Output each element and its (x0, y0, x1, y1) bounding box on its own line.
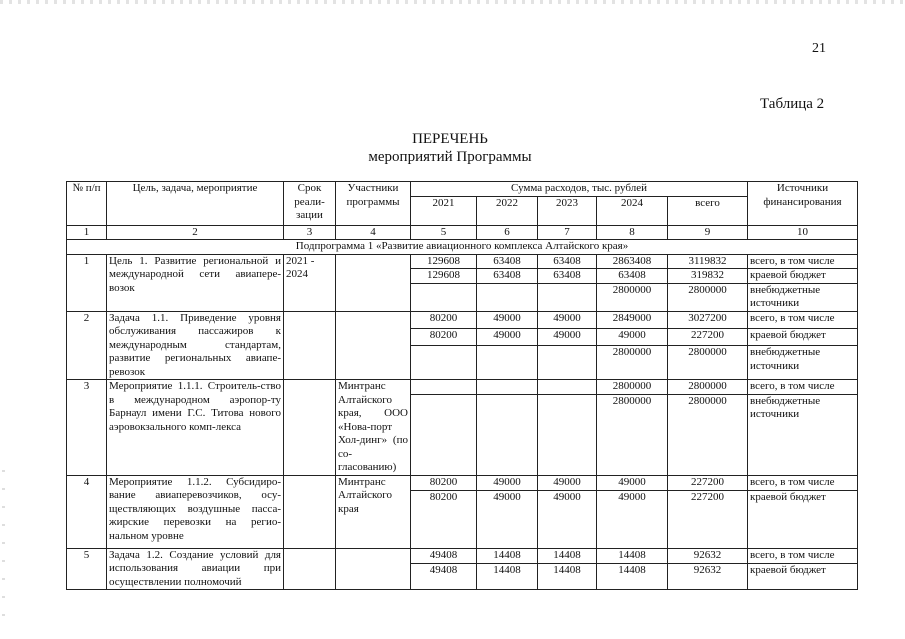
header-term: Срок реали-зации (284, 182, 336, 226)
col-number: 10 (748, 225, 858, 240)
col-number: 2 (107, 225, 284, 240)
table-row (67, 380, 858, 395)
col-number: 9 (668, 225, 748, 240)
table-row (67, 254, 858, 269)
row-term (284, 548, 336, 590)
row-term (284, 475, 336, 548)
amount-2022: 63408 (477, 254, 538, 269)
amount-total: 92632 (668, 548, 748, 564)
subprogram-row (67, 240, 858, 255)
row-description: Задача 1.1. Приведение уровня обслуживания пассажиров к международным стандартам, развитие региональных авиапе-ревозок (107, 311, 284, 380)
amount-2021 (411, 394, 477, 475)
amount-total: 3119832 (668, 254, 748, 269)
amount-2024: 14408 (597, 564, 668, 590)
amount-2022: 49000 (477, 311, 538, 328)
col-number: 3 (284, 225, 336, 240)
funding-source: внебюджетные источники (748, 283, 858, 311)
amount-2021: 80200 (411, 475, 477, 490)
header-2024: 2024 (597, 196, 668, 225)
row-description: Мероприятие 1.1.1. Строитель-ство в международном аэропор-ту Барнаул имени Г.С. Титова нового аэровокзального комп-лекса (107, 380, 284, 476)
col-number: 7 (538, 225, 597, 240)
amount-2023: 49000 (538, 490, 597, 548)
amount-2023: 14408 (538, 548, 597, 564)
amount-2022 (477, 380, 538, 395)
row-term (284, 311, 336, 380)
table-row (67, 311, 858, 328)
amount-2022: 49000 (477, 490, 538, 548)
amount-2024: 63408 (597, 269, 668, 284)
amount-2021 (411, 380, 477, 395)
col-number: 5 (411, 225, 477, 240)
amount-2021: 129608 (411, 254, 477, 269)
amount-2024: 2863408 (597, 254, 668, 269)
row-description: Цель 1. Развитие региональной и международной сети авиапере-возок (107, 254, 284, 311)
col-number: 4 (336, 225, 411, 240)
table-label: Таблица 2 (760, 96, 825, 112)
row-term (284, 380, 336, 476)
amount-2023: 49000 (538, 475, 597, 490)
funding-source: краевой бюджет (748, 269, 858, 284)
amount-2022: 63408 (477, 269, 538, 284)
header-2021: 2021 (411, 196, 477, 225)
amount-total: 2800000 (668, 283, 748, 311)
table-row (67, 548, 858, 564)
funding-source: всего, в том числе (748, 311, 858, 328)
funding-source: всего, в том числе (748, 548, 858, 564)
row-number: 1 (67, 254, 107, 311)
amount-2023: 49000 (538, 311, 597, 328)
amount-2023 (538, 380, 597, 395)
header-participants: Участники программы (336, 182, 411, 226)
funding-source: краевой бюджет (748, 328, 858, 345)
amount-2021: 80200 (411, 328, 477, 345)
amount-2024: 49000 (597, 328, 668, 345)
amount-2023: 49000 (538, 328, 597, 345)
funding-source: внебюджетные источники (748, 346, 858, 380)
amount-total: 92632 (668, 564, 748, 590)
amount-total: 2800000 (668, 346, 748, 380)
funding-source: внебюджетные источники (748, 394, 858, 475)
amount-total: 227200 (668, 490, 748, 548)
amount-2023 (538, 394, 597, 475)
amount-2022 (477, 394, 538, 475)
row-participants (336, 254, 411, 311)
header-2022: 2022 (477, 196, 538, 225)
amount-2024: 2800000 (597, 283, 668, 311)
column-number-row (67, 225, 858, 240)
table-body (67, 182, 858, 590)
header-row-1 (67, 182, 858, 197)
amount-2022: 49000 (477, 475, 538, 490)
amount-2021: 80200 (411, 311, 477, 328)
funding-source: всего, в том числе (748, 475, 858, 490)
funding-source: всего, в том числе (748, 254, 858, 269)
col-number: 8 (597, 225, 668, 240)
header-num: № п/п (67, 182, 107, 226)
row-term: 2021 - 2024 (284, 254, 336, 311)
row-participants: Минтранс Алтайского края (336, 475, 411, 548)
amount-2024: 2800000 (597, 346, 668, 380)
title-line-1: ПЕРЕЧЕНЬ (412, 131, 488, 147)
amount-2024: 49000 (597, 490, 668, 548)
amount-2023 (538, 283, 597, 311)
row-number: 4 (67, 475, 107, 548)
amount-total: 319832 (668, 269, 748, 284)
table-row (67, 475, 858, 490)
amount-2021: 49408 (411, 564, 477, 590)
amount-total: 3027200 (668, 311, 748, 328)
amount-2021: 49408 (411, 548, 477, 564)
amount-2021 (411, 346, 477, 380)
subprogram-title: Подпрограмма 1 «Развитие авиационного комплекса Алтайского края» (67, 240, 858, 255)
row-participants (336, 548, 411, 590)
amount-total: 2800000 (668, 380, 748, 395)
row-participants (336, 311, 411, 380)
header-goal: Цель, задача, мероприятие (107, 182, 284, 226)
row-number: 3 (67, 380, 107, 476)
amount-2024: 2800000 (597, 394, 668, 475)
title-line-2: мероприятий Программы (368, 149, 532, 165)
row-number: 5 (67, 548, 107, 590)
amount-2023: 63408 (538, 269, 597, 284)
row-description: Задача 1.2. Создание условий для использования авиации при осуществлении полномочий (107, 548, 284, 590)
amount-2021 (411, 283, 477, 311)
amount-2021: 129608 (411, 269, 477, 284)
amount-2022: 14408 (477, 548, 538, 564)
amount-2024: 49000 (597, 475, 668, 490)
col-number: 1 (67, 225, 107, 240)
header-2023: 2023 (538, 196, 597, 225)
row-number: 2 (67, 311, 107, 380)
row-description: Мероприятие 1.1.2. Субсидиро-вание авиаперевозчиков, осу-ществляющих воздушные пасса-жирские перевозки на регио-нальном уровне (107, 475, 284, 548)
funding-source: краевой бюджет (748, 490, 858, 548)
header-total: всего (668, 196, 748, 225)
amount-2024: 2800000 (597, 380, 668, 395)
amount-2024: 2849000 (597, 311, 668, 328)
amount-2023 (538, 346, 597, 380)
amount-2021: 80200 (411, 490, 477, 548)
amount-2022: 14408 (477, 564, 538, 590)
measures-table (66, 181, 858, 590)
row-participants: Минтранс Алтайского края, ООО «Нова-порт Хол-динг» (по со-гласованию) (336, 380, 411, 476)
scan-artifact-left (2, 470, 5, 620)
funding-source: всего, в том числе (748, 380, 858, 395)
col-number: 6 (477, 225, 538, 240)
amount-2024: 14408 (597, 548, 668, 564)
amount-2022 (477, 346, 538, 380)
document-title (300, 130, 600, 166)
funding-source: краевой бюджет (748, 564, 858, 590)
header-sources: Источники финансирования (748, 182, 858, 226)
amount-2022 (477, 283, 538, 311)
header-sum: Сумма расходов, тыс. рублей (411, 182, 748, 197)
amount-2023: 14408 (538, 564, 597, 590)
page-number: 21 (812, 41, 826, 56)
amount-2022: 49000 (477, 328, 538, 345)
amount-2023: 63408 (538, 254, 597, 269)
scan-artifact-top (0, 0, 905, 4)
amount-total: 227200 (668, 328, 748, 345)
amount-total: 2800000 (668, 394, 748, 475)
amount-total: 227200 (668, 475, 748, 490)
